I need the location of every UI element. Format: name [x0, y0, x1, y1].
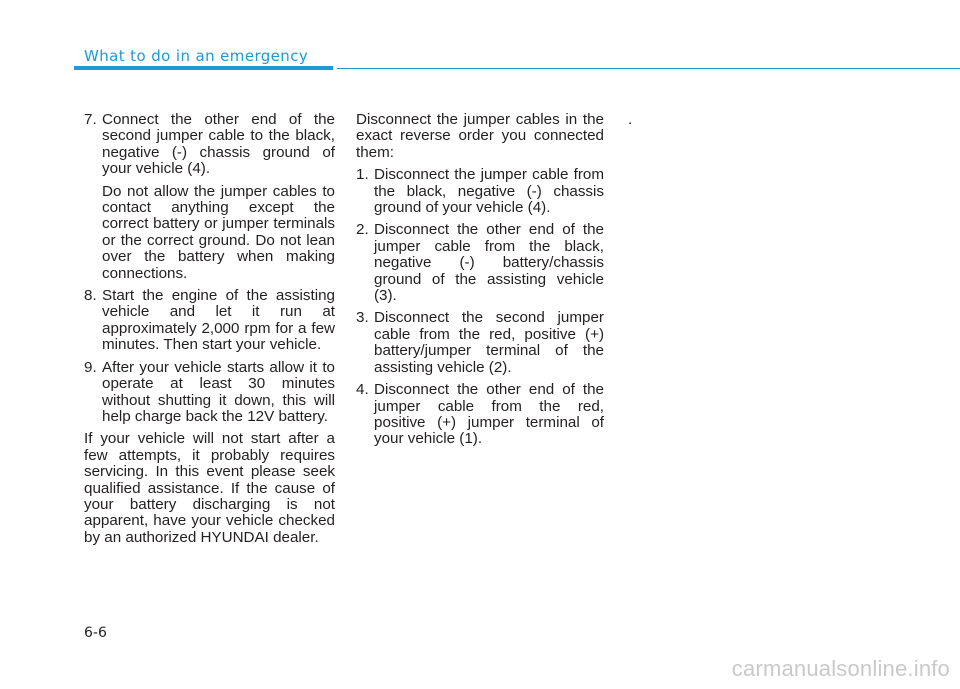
- list-number: 3.: [356, 309, 369, 327]
- intro-paragraph: Disconnect the jumper cables in the exact reverse order you connected them:: [356, 111, 604, 161]
- list-item-9: [84, 360, 335, 426]
- list-text: Disconnect the jumper cable from the black, negative (-) chassis ground of your vehicle (4).: [374, 166, 604, 217]
- list-number: 7.: [84, 111, 97, 128]
- list-item: [356, 310, 604, 376]
- list-note: Do not allow the jumper cables to contact anything except the correct battery or jumper terminals or the correct ground. Do not lean over the battery when making connections.: [102, 182, 335, 282]
- list-number: 9.: [84, 358, 97, 376]
- section-title: What to do in an emergency: [84, 47, 309, 65]
- list-text: Disconnect the other end of the jumper cable from the black, negative (-) battery/chassis ground of the assisting vehicle (3).: [374, 221, 604, 305]
- right-column-text: .: [628, 111, 633, 128]
- list-text: After your vehicle starts allow it to operate at least 30 minutes without shutting it down, this will help charge back the 12V battery.: [102, 358, 335, 425]
- list-number: 8.: [84, 287, 97, 305]
- closing-paragraph: If your vehicle will not start after a few attempts, it probably requires servicing. In this event please seek qualified assistance. If the cause of your battery discharging is not apparent, have your vehicle checked by an authorized HYUNDAI dealer.: [84, 430, 335, 546]
- page-number: 6-6: [84, 625, 107, 641]
- list-item: [356, 222, 604, 304]
- list-text: Disconnect the other end of the jumper cable from the red, positive (+) jumper terminal of your vehicle (1).: [374, 381, 604, 448]
- list-text: Connect the other end of the second jumper cable to the black, negative (-) chassis ground of your vehicle (4).: [102, 111, 335, 178]
- left-column: [84, 112, 335, 552]
- header-rule-thick: [74, 66, 333, 70]
- list-number: 2.: [356, 221, 369, 239]
- list-item: [356, 382, 604, 448]
- watermark: carmanualsonline.info: [731, 656, 950, 681]
- list-number: 1.: [356, 166, 369, 184]
- right-column: [628, 112, 878, 128]
- header-rule-thin: [337, 68, 960, 69]
- list-item-7: [84, 112, 335, 282]
- list-text: Start the engine of the assisting vehicle and let it run at approximately 2,000 rpm for a few minutes. Then start your vehicle.: [102, 287, 335, 354]
- list-text: Disconnect the second jumper cable from the red, positive (+) battery/jumper terminal of the assisting vehicle (2).: [374, 309, 604, 376]
- middle-column: [356, 112, 604, 454]
- list-item: [356, 167, 604, 216]
- list-number: 4.: [356, 381, 369, 399]
- list-item-8: [84, 288, 335, 354]
